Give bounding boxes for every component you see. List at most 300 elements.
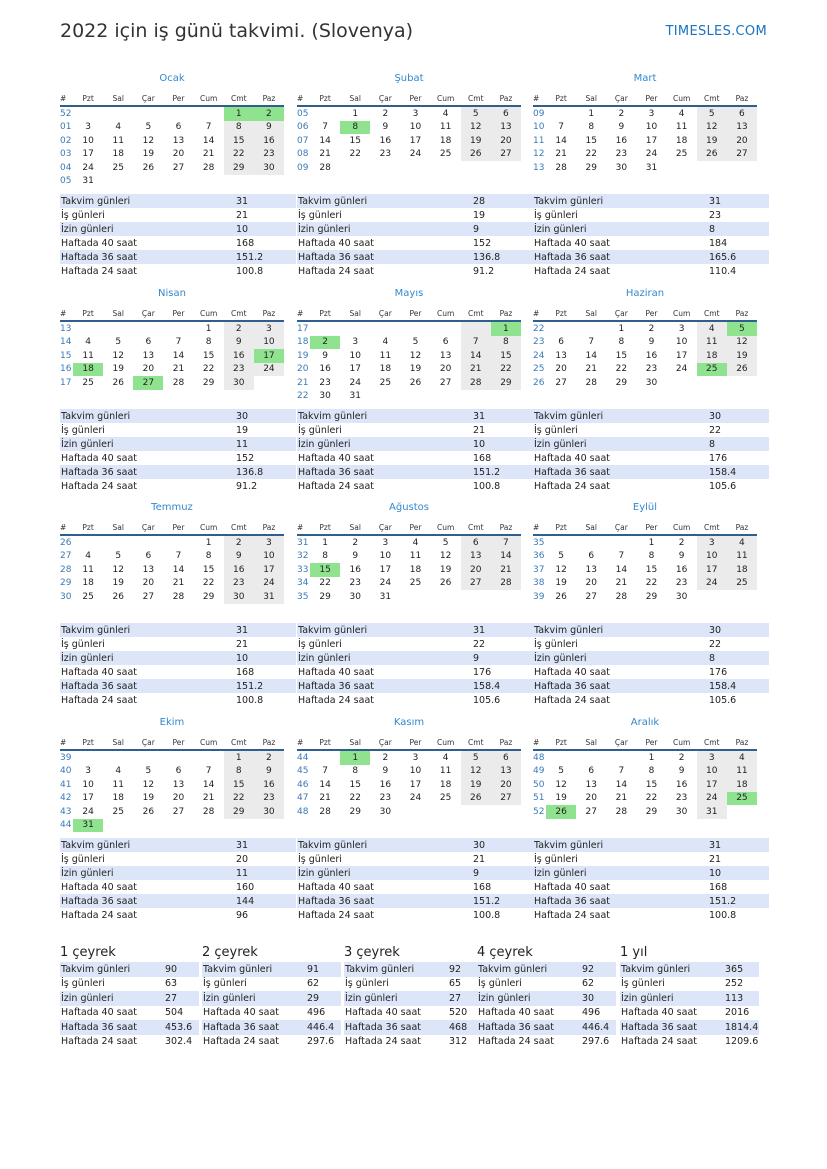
day-cell[interactable]: 19 bbox=[112, 578, 124, 589]
day-cell[interactable]: 12 bbox=[461, 121, 491, 135]
day-cell[interactable]: 19 bbox=[142, 149, 155, 160]
day-cell[interactable]: 6 bbox=[442, 337, 449, 348]
day-cell[interactable]: 15 bbox=[645, 779, 658, 790]
day-cell[interactable]: 7 bbox=[322, 122, 328, 133]
day-cell[interactable]: 19 bbox=[555, 578, 567, 589]
day-cell[interactable]: 24 bbox=[82, 162, 94, 173]
day-cell[interactable]: 14 bbox=[555, 135, 567, 146]
day-cell[interactable]: 6 bbox=[461, 535, 491, 550]
day-cell[interactable]: 27 bbox=[727, 148, 757, 162]
day-cell[interactable]: 28 bbox=[319, 806, 331, 817]
day-cell[interactable]: 13 bbox=[555, 350, 567, 361]
day-cell[interactable]: 29 bbox=[645, 591, 658, 602]
day-cell[interactable]: 8 bbox=[205, 337, 212, 348]
day-cell[interactable]: 16 bbox=[615, 135, 628, 146]
day-cell[interactable]: 28 bbox=[585, 377, 597, 388]
holiday-day-cell[interactable]: 17 bbox=[254, 349, 284, 363]
day-cell[interactable]: 16 bbox=[379, 779, 392, 790]
day-cell[interactable]: 25 bbox=[379, 377, 392, 388]
day-cell[interactable]: 4 bbox=[115, 766, 122, 777]
day-cell[interactable]: 3 bbox=[697, 535, 727, 550]
holiday-day-cell[interactable]: 18 bbox=[73, 363, 103, 377]
day-cell[interactable]: 17 bbox=[675, 350, 688, 361]
day-cell[interactable]: 28 bbox=[555, 162, 567, 173]
day-cell[interactable]: 19 bbox=[142, 793, 155, 804]
day-cell[interactable]: 4 bbox=[727, 750, 757, 765]
day-cell[interactable]: 7 bbox=[205, 766, 212, 777]
day-cell[interactable]: 9 bbox=[352, 551, 359, 562]
day-cell[interactable]: 20 bbox=[439, 364, 452, 375]
day-cell[interactable]: 20 bbox=[172, 149, 185, 160]
day-cell[interactable]: 29 bbox=[615, 377, 628, 388]
day-cell[interactable]: 4 bbox=[442, 752, 449, 763]
day-cell[interactable]: 20 bbox=[142, 578, 155, 589]
day-cell[interactable]: 24 bbox=[254, 363, 284, 377]
day-cell[interactable]: 4 bbox=[382, 337, 389, 348]
day-cell[interactable]: 2 bbox=[224, 535, 254, 550]
day-cell[interactable]: 29 bbox=[202, 591, 215, 602]
day-cell[interactable]: 17 bbox=[409, 779, 422, 790]
day-cell[interactable]: 4 bbox=[85, 337, 91, 348]
day-cell[interactable]: 22 bbox=[224, 792, 254, 806]
day-cell[interactable]: 27 bbox=[439, 377, 452, 388]
day-cell[interactable]: 27 bbox=[172, 162, 185, 173]
day-cell[interactable]: 5 bbox=[115, 551, 122, 562]
day-cell[interactable]: 24 bbox=[645, 149, 658, 160]
day-cell[interactable]: 7 bbox=[175, 551, 182, 562]
day-cell[interactable]: 19 bbox=[112, 364, 124, 375]
day-cell[interactable]: 15 bbox=[349, 135, 361, 146]
day-cell[interactable]: 16 bbox=[349, 564, 361, 575]
holiday-day-cell[interactable]: 2 bbox=[310, 336, 340, 350]
day-cell[interactable]: 29 bbox=[319, 591, 331, 602]
day-cell[interactable]: 10 bbox=[697, 550, 727, 564]
day-cell[interactable]: 18 bbox=[82, 578, 94, 589]
holiday-day-cell[interactable]: 27 bbox=[133, 376, 163, 390]
day-cell[interactable]: 4 bbox=[697, 321, 727, 336]
day-cell[interactable]: 3 bbox=[254, 535, 284, 550]
holiday-day-cell[interactable]: 5 bbox=[727, 321, 757, 336]
day-cell[interactable]: 29 bbox=[224, 161, 254, 175]
day-cell[interactable]: 22 bbox=[645, 793, 658, 804]
day-cell[interactable]: 6 bbox=[175, 766, 182, 777]
day-cell[interactable]: 20 bbox=[491, 778, 521, 792]
day-cell[interactable]: 31 bbox=[82, 176, 94, 187]
day-cell[interactable]: 26 bbox=[112, 591, 124, 602]
day-cell[interactable]: 26 bbox=[461, 148, 491, 162]
day-cell[interactable]: 9 bbox=[382, 766, 389, 777]
day-cell[interactable]: 11 bbox=[82, 564, 94, 575]
day-cell[interactable]: 5 bbox=[461, 106, 491, 121]
day-cell[interactable]: 22 bbox=[224, 148, 254, 162]
day-cell[interactable]: 21 bbox=[491, 563, 521, 577]
day-cell[interactable]: 17 bbox=[82, 149, 94, 160]
day-cell[interactable]: 5 bbox=[115, 337, 122, 348]
day-cell[interactable]: 10 bbox=[254, 550, 284, 564]
day-cell[interactable]: 30 bbox=[675, 591, 688, 602]
day-cell[interactable]: 25 bbox=[439, 149, 452, 160]
day-cell[interactable]: 7 bbox=[461, 336, 491, 350]
day-cell[interactable]: 24 bbox=[82, 806, 94, 817]
day-cell[interactable]: 28 bbox=[461, 376, 491, 390]
day-cell[interactable]: 15 bbox=[202, 350, 215, 361]
day-cell[interactable]: 1 bbox=[322, 537, 328, 548]
day-cell[interactable]: 25 bbox=[112, 806, 124, 817]
day-cell[interactable]: 28 bbox=[172, 377, 185, 388]
day-cell[interactable]: 5 bbox=[412, 337, 419, 348]
day-cell[interactable]: 12 bbox=[555, 779, 567, 790]
day-cell[interactable]: 27 bbox=[585, 591, 597, 602]
day-cell[interactable]: 27 bbox=[491, 792, 521, 806]
day-cell[interactable]: 13 bbox=[585, 564, 597, 575]
day-cell[interactable]: 14 bbox=[615, 564, 628, 575]
day-cell[interactable]: 24 bbox=[675, 364, 688, 375]
day-cell[interactable]: 25 bbox=[409, 578, 422, 589]
day-cell[interactable]: 8 bbox=[224, 765, 254, 779]
day-cell[interactable]: 30 bbox=[254, 161, 284, 175]
day-cell[interactable]: 2 bbox=[254, 750, 284, 765]
day-cell[interactable]: 11 bbox=[727, 765, 757, 779]
day-cell[interactable]: 22 bbox=[319, 578, 331, 589]
day-cell[interactable]: 8 bbox=[205, 551, 212, 562]
day-cell[interactable]: 22 bbox=[202, 364, 215, 375]
day-cell[interactable]: 24 bbox=[697, 792, 727, 806]
day-cell[interactable]: 14 bbox=[172, 350, 185, 361]
day-cell[interactable]: 11 bbox=[697, 336, 727, 350]
day-cell[interactable]: 19 bbox=[555, 793, 567, 804]
day-cell[interactable]: 22 bbox=[202, 578, 215, 589]
day-cell[interactable]: 18 bbox=[439, 135, 452, 146]
day-cell[interactable]: 26 bbox=[439, 578, 452, 589]
day-cell[interactable]: 29 bbox=[645, 806, 658, 817]
day-cell[interactable]: 30 bbox=[254, 805, 284, 819]
day-cell[interactable]: 3 bbox=[412, 752, 419, 763]
day-cell[interactable]: 16 bbox=[224, 349, 254, 363]
day-cell[interactable]: 27 bbox=[585, 806, 597, 817]
day-cell[interactable]: 8 bbox=[322, 551, 328, 562]
day-cell[interactable]: 14 bbox=[461, 349, 491, 363]
day-cell[interactable]: 4 bbox=[85, 551, 91, 562]
day-cell[interactable]: 21 bbox=[555, 149, 567, 160]
day-cell[interactable]: 5 bbox=[442, 537, 449, 548]
day-cell[interactable]: 29 bbox=[491, 376, 521, 390]
day-cell[interactable]: 21 bbox=[172, 364, 185, 375]
day-cell[interactable]: 7 bbox=[175, 337, 182, 348]
day-cell[interactable]: 7 bbox=[205, 122, 212, 133]
day-cell[interactable]: 13 bbox=[461, 550, 491, 564]
day-cell[interactable]: 26 bbox=[697, 148, 727, 162]
holiday-day-cell[interactable]: 1 bbox=[340, 750, 370, 765]
day-cell[interactable]: 10 bbox=[254, 336, 284, 350]
day-cell[interactable]: 27 bbox=[555, 377, 567, 388]
day-cell[interactable]: 18 bbox=[675, 135, 688, 146]
day-cell[interactable]: 17 bbox=[82, 793, 94, 804]
day-cell[interactable]: 8 bbox=[588, 122, 595, 133]
holiday-day-cell[interactable]: 2 bbox=[254, 106, 284, 121]
day-cell[interactable]: 11 bbox=[379, 350, 392, 361]
day-cell[interactable]: 2 bbox=[678, 537, 685, 548]
day-cell[interactable]: 13 bbox=[439, 350, 452, 361]
day-cell[interactable]: 26 bbox=[142, 162, 155, 173]
day-cell[interactable]: 13 bbox=[491, 121, 521, 135]
day-cell[interactable]: 2 bbox=[382, 108, 389, 119]
day-cell[interactable]: 8 bbox=[224, 121, 254, 135]
day-cell[interactable]: 13 bbox=[142, 564, 155, 575]
day-cell[interactable]: 17 bbox=[379, 564, 392, 575]
day-cell[interactable]: 9 bbox=[382, 122, 389, 133]
day-cell[interactable]: 31 bbox=[349, 391, 361, 402]
day-cell[interactable]: 11 bbox=[112, 135, 124, 146]
day-cell[interactable]: 25 bbox=[727, 577, 757, 591]
day-cell[interactable]: 12 bbox=[112, 350, 124, 361]
day-cell[interactable]: 28 bbox=[202, 806, 215, 817]
day-cell[interactable]: 12 bbox=[409, 350, 422, 361]
day-cell[interactable]: 11 bbox=[82, 350, 94, 361]
day-cell[interactable]: 8 bbox=[491, 336, 521, 350]
day-cell[interactable]: 15 bbox=[615, 350, 628, 361]
day-cell[interactable]: 9 bbox=[678, 766, 685, 777]
day-cell[interactable]: 17 bbox=[645, 135, 658, 146]
day-cell[interactable]: 13 bbox=[491, 765, 521, 779]
day-cell[interactable]: 19 bbox=[727, 349, 757, 363]
day-cell[interactable]: 13 bbox=[727, 121, 757, 135]
day-cell[interactable]: 13 bbox=[172, 135, 185, 146]
day-cell[interactable]: 2 bbox=[618, 108, 625, 119]
day-cell[interactable]: 16 bbox=[254, 134, 284, 148]
day-cell[interactable]: 6 bbox=[145, 551, 152, 562]
day-cell[interactable]: 17 bbox=[697, 563, 727, 577]
day-cell[interactable]: 21 bbox=[615, 578, 628, 589]
day-cell[interactable]: 7 bbox=[558, 122, 564, 133]
day-cell[interactable]: 4 bbox=[442, 108, 449, 119]
day-cell[interactable]: 21 bbox=[615, 793, 628, 804]
day-cell[interactable]: 16 bbox=[319, 364, 331, 375]
day-cell[interactable]: 5 bbox=[697, 106, 727, 121]
day-cell[interactable]: 3 bbox=[648, 108, 655, 119]
day-cell[interactable]: 21 bbox=[202, 149, 215, 160]
day-cell[interactable]: 21 bbox=[172, 578, 185, 589]
day-cell[interactable]: 28 bbox=[319, 162, 331, 173]
day-cell[interactable]: 12 bbox=[439, 551, 452, 562]
day-cell[interactable]: 5 bbox=[558, 551, 564, 562]
day-cell[interactable]: 1 bbox=[588, 108, 595, 119]
day-cell[interactable]: 8 bbox=[352, 766, 359, 777]
day-cell[interactable]: 10 bbox=[379, 551, 392, 562]
day-cell[interactable]: 2 bbox=[352, 537, 359, 548]
day-cell[interactable]: 2 bbox=[382, 752, 389, 763]
day-cell[interactable]: 17 bbox=[254, 563, 284, 577]
day-cell[interactable]: 23 bbox=[645, 364, 658, 375]
day-cell[interactable]: 20 bbox=[585, 793, 597, 804]
day-cell[interactable]: 26 bbox=[727, 363, 757, 377]
day-cell[interactable]: 27 bbox=[142, 591, 155, 602]
day-cell[interactable]: 3 bbox=[85, 122, 91, 133]
day-cell[interactable]: 5 bbox=[461, 750, 491, 765]
day-cell[interactable]: 12 bbox=[142, 779, 155, 790]
day-cell[interactable]: 31 bbox=[697, 805, 727, 819]
day-cell[interactable]: 16 bbox=[254, 778, 284, 792]
day-cell[interactable]: 10 bbox=[409, 122, 422, 133]
day-cell[interactable]: 19 bbox=[439, 564, 452, 575]
day-cell[interactable]: 13 bbox=[585, 779, 597, 790]
day-cell[interactable]: 16 bbox=[645, 350, 658, 361]
day-cell[interactable]: 10 bbox=[645, 122, 658, 133]
day-cell[interactable]: 3 bbox=[85, 766, 91, 777]
day-cell[interactable]: 2 bbox=[224, 321, 254, 336]
day-cell[interactable]: 25 bbox=[82, 591, 94, 602]
day-cell[interactable]: 11 bbox=[439, 122, 452, 133]
day-cell[interactable]: 29 bbox=[224, 805, 254, 819]
day-cell[interactable]: 3 bbox=[412, 108, 419, 119]
holiday-day-cell[interactable]: 25 bbox=[727, 792, 757, 806]
day-cell[interactable]: 22 bbox=[615, 364, 628, 375]
day-cell[interactable]: 30 bbox=[615, 162, 628, 173]
day-cell[interactable]: 1 bbox=[648, 537, 655, 548]
day-cell[interactable]: 29 bbox=[585, 162, 597, 173]
day-cell[interactable]: 31 bbox=[645, 162, 658, 173]
day-cell[interactable]: 9 bbox=[224, 336, 254, 350]
day-cell[interactable]: 12 bbox=[727, 336, 757, 350]
day-cell[interactable]: 2 bbox=[648, 323, 655, 334]
day-cell[interactable]: 9 bbox=[678, 551, 685, 562]
day-cell[interactable]: 27 bbox=[461, 577, 491, 591]
day-cell[interactable]: 23 bbox=[254, 148, 284, 162]
day-cell[interactable]: 28 bbox=[491, 577, 521, 591]
day-cell[interactable]: 8 bbox=[618, 337, 625, 348]
day-cell[interactable]: 7 bbox=[491, 535, 521, 550]
day-cell[interactable]: 11 bbox=[112, 779, 124, 790]
day-cell[interactable]: 23 bbox=[349, 578, 361, 589]
day-cell[interactable]: 24 bbox=[409, 793, 422, 804]
holiday-day-cell[interactable]: 1 bbox=[491, 321, 521, 336]
day-cell[interactable]: 3 bbox=[382, 537, 389, 548]
day-cell[interactable]: 23 bbox=[379, 793, 392, 804]
day-cell[interactable]: 14 bbox=[491, 550, 521, 564]
day-cell[interactable]: 8 bbox=[648, 551, 655, 562]
day-cell[interactable]: 17 bbox=[697, 778, 727, 792]
day-cell[interactable]: 11 bbox=[727, 550, 757, 564]
day-cell[interactable]: 10 bbox=[82, 135, 94, 146]
day-cell[interactable]: 23 bbox=[254, 792, 284, 806]
day-cell[interactable]: 9 bbox=[322, 350, 328, 361]
day-cell[interactable]: 23 bbox=[675, 793, 688, 804]
day-cell[interactable]: 26 bbox=[409, 377, 422, 388]
day-cell[interactable]: 9 bbox=[254, 765, 284, 779]
day-cell[interactable]: 25 bbox=[675, 149, 688, 160]
day-cell[interactable]: 18 bbox=[112, 793, 124, 804]
day-cell[interactable]: 9 bbox=[648, 337, 655, 348]
day-cell[interactable]: 1 bbox=[205, 537, 212, 548]
day-cell[interactable]: 23 bbox=[615, 149, 628, 160]
day-cell[interactable]: 21 bbox=[319, 149, 331, 160]
day-cell[interactable]: 26 bbox=[555, 591, 567, 602]
holiday-day-cell[interactable]: 15 bbox=[310, 563, 340, 577]
day-cell[interactable]: 2 bbox=[678, 752, 685, 763]
day-cell[interactable]: 27 bbox=[491, 148, 521, 162]
day-cell[interactable]: 6 bbox=[491, 750, 521, 765]
day-cell[interactable]: 14 bbox=[202, 135, 215, 146]
day-cell[interactable]: 26 bbox=[461, 792, 491, 806]
day-cell[interactable]: 20 bbox=[491, 134, 521, 148]
day-cell[interactable]: 29 bbox=[349, 806, 361, 817]
day-cell[interactable]: 22 bbox=[491, 363, 521, 377]
day-cell[interactable]: 15 bbox=[491, 349, 521, 363]
day-cell[interactable]: 23 bbox=[224, 577, 254, 591]
day-cell[interactable]: 22 bbox=[645, 578, 658, 589]
day-cell[interactable]: 30 bbox=[379, 806, 392, 817]
holiday-day-cell[interactable]: 25 bbox=[697, 363, 727, 377]
day-cell[interactable]: 20 bbox=[585, 578, 597, 589]
day-cell[interactable]: 16 bbox=[675, 564, 688, 575]
day-cell[interactable]: 3 bbox=[697, 750, 727, 765]
day-cell[interactable]: 14 bbox=[319, 135, 331, 146]
day-cell[interactable]: 21 bbox=[202, 793, 215, 804]
day-cell[interactable]: 3 bbox=[352, 337, 359, 348]
day-cell[interactable]: 18 bbox=[727, 563, 757, 577]
day-cell[interactable]: 10 bbox=[349, 350, 361, 361]
day-cell[interactable]: 17 bbox=[409, 135, 422, 146]
day-cell[interactable]: 18 bbox=[379, 364, 392, 375]
day-cell[interactable]: 10 bbox=[82, 779, 94, 790]
day-cell[interactable]: 23 bbox=[224, 363, 254, 377]
day-cell[interactable]: 22 bbox=[349, 149, 361, 160]
day-cell[interactable]: 10 bbox=[675, 337, 688, 348]
day-cell[interactable]: 18 bbox=[409, 564, 422, 575]
day-cell[interactable]: 16 bbox=[224, 563, 254, 577]
day-cell[interactable]: 24 bbox=[254, 577, 284, 591]
day-cell[interactable]: 12 bbox=[697, 121, 727, 135]
day-cell[interactable]: 9 bbox=[254, 121, 284, 135]
day-cell[interactable]: 25 bbox=[439, 793, 452, 804]
day-cell[interactable]: 7 bbox=[588, 337, 595, 348]
day-cell[interactable]: 26 bbox=[142, 806, 155, 817]
site-brand-link[interactable]: TIMESLES.COM bbox=[665, 24, 767, 39]
day-cell[interactable]: 18 bbox=[697, 349, 727, 363]
day-cell[interactable]: 30 bbox=[675, 806, 688, 817]
day-cell[interactable]: 30 bbox=[349, 591, 361, 602]
day-cell[interactable]: 1 bbox=[205, 323, 212, 334]
day-cell[interactable]: 20 bbox=[727, 134, 757, 148]
day-cell[interactable]: 5 bbox=[145, 122, 152, 133]
day-cell[interactable]: 21 bbox=[461, 363, 491, 377]
day-cell[interactable]: 4 bbox=[678, 108, 685, 119]
day-cell[interactable]: 18 bbox=[439, 779, 452, 790]
day-cell[interactable]: 4 bbox=[115, 122, 122, 133]
day-cell[interactable]: 25 bbox=[112, 162, 124, 173]
day-cell[interactable]: 7 bbox=[618, 551, 625, 562]
day-cell[interactable]: 18 bbox=[112, 149, 124, 160]
day-cell[interactable]: 6 bbox=[727, 106, 757, 121]
day-cell[interactable]: 9 bbox=[618, 122, 625, 133]
day-cell[interactable]: 20 bbox=[461, 563, 491, 577]
day-cell[interactable]: 20 bbox=[172, 793, 185, 804]
holiday-day-cell[interactable]: 26 bbox=[546, 805, 576, 819]
day-cell[interactable]: 6 bbox=[145, 337, 152, 348]
day-cell[interactable]: 6 bbox=[175, 122, 182, 133]
day-cell[interactable]: 18 bbox=[727, 778, 757, 792]
day-cell[interactable]: 7 bbox=[322, 766, 328, 777]
day-cell[interactable]: 9 bbox=[224, 550, 254, 564]
day-cell[interactable]: 31 bbox=[254, 590, 284, 604]
day-cell[interactable]: 4 bbox=[727, 535, 757, 550]
day-cell[interactable]: 23 bbox=[379, 149, 392, 160]
day-cell[interactable]: 26 bbox=[112, 377, 124, 388]
day-cell[interactable]: 3 bbox=[678, 323, 685, 334]
day-cell[interactable]: 19 bbox=[697, 134, 727, 148]
day-cell[interactable]: 12 bbox=[142, 135, 155, 146]
day-cell[interactable]: 22 bbox=[349, 793, 361, 804]
day-cell[interactable]: 31 bbox=[379, 591, 392, 602]
